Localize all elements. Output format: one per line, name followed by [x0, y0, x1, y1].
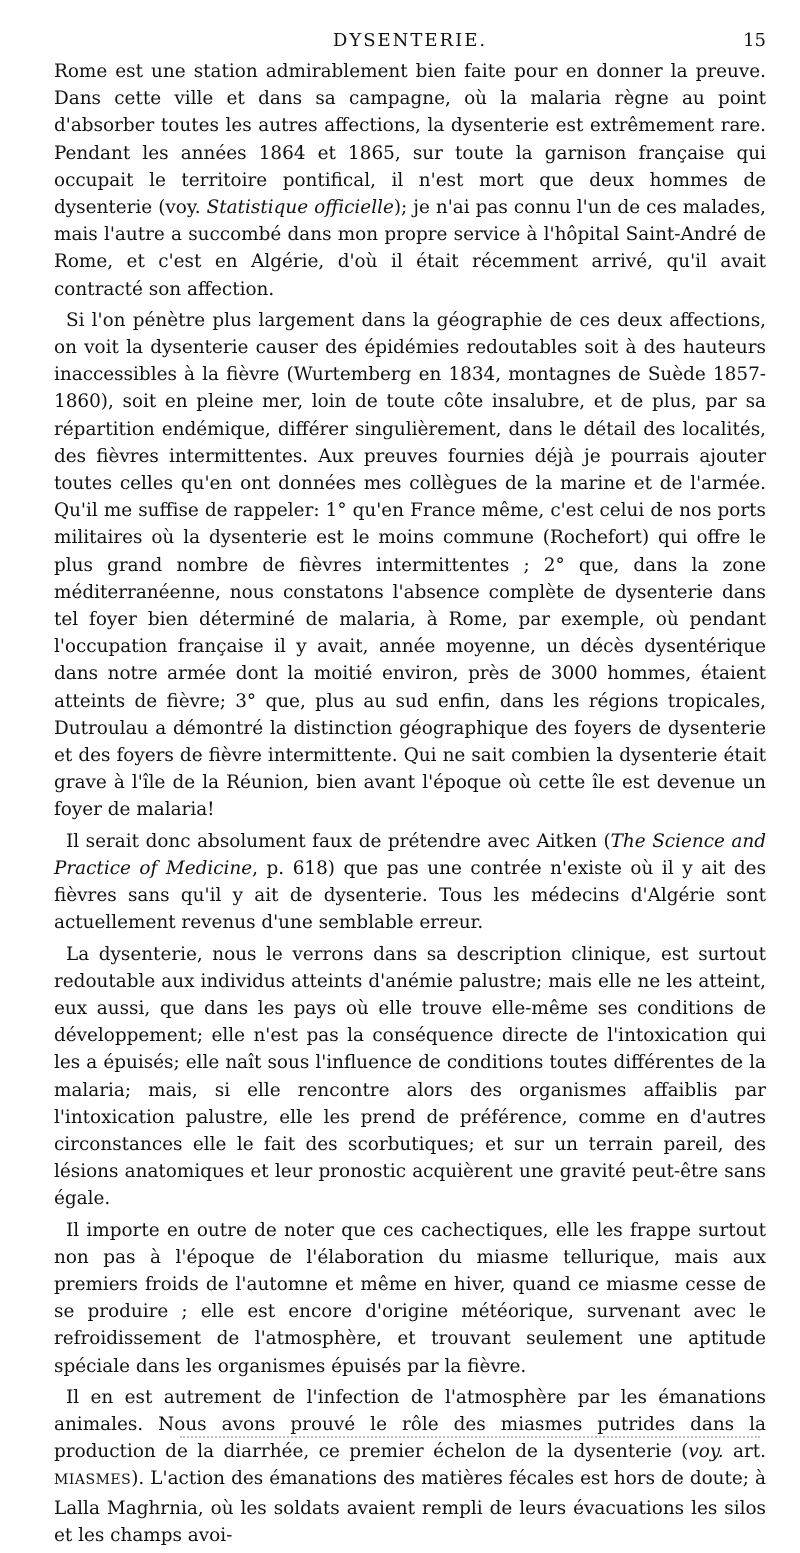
page-number: 15	[743, 30, 766, 51]
paragraph-rome: Rome est une station admirablement bien faite pour en donner la preuve. Dans cette ville et dans sa campagne, où la malaria règne au point d'absorber toutes les autres affections, la dysenterie est extrêmement rare. Pendant les années 1864 et 1865, sur toute la garnison française qui occupait le territoire pontifical, il n'est mort que deux hommes de dysenterie (voy. Statistique officielle); je n'ai pas connu l'un de ces malades, mais l'autre a succombé dans mon propre service à l'hôpital Saint-André de Rome, et c'est en Algérie, d'où il était récemment arrivé, qu'il avait contracté son affection.	[54, 61, 766, 300]
scan-artifact-line	[180, 1436, 760, 1440]
citation-title: Statistique officielle	[206, 197, 394, 219]
paragraph-anemie: La dysenterie, nous le verrons dans sa description clinique, est surtout redoutable aux individus atteints d'anémie palustre; mais elle ne les atteint, eux aussi, que dans les pays où elle trouve elle-même ses conditions de développement; elle n'est pas la conséquence directe de l'intoxication qui les a épuisés; elle naît sous l'influence de conditions toutes différentes de la malaria; mais, si elle rencontre alors des organismes affaiblis par l'intoxication palustre, elle les prend de préférence, comme en d'autres circonstances elle le fait des scorbutiques; et sur un terrain pareil, des lésions anatomiques et leur pronostic acquièrent une gravité peut-être sans égale.	[54, 943, 766, 1210]
paragraph-emanations: Il en est autrement de l'infection de l'atmosphère par les émanations animales. Nous avons prouvé le rôle des miasmes putrides dans la production de la diarrhée, ce premier échelon de la dysenterie (voy. art. MIASMES). L'action des émanations des matières fécales est hors de doute; à Lalla Maghrnia, où les soldats avaient rempli de leurs évacuations les silos et les champs avoi-	[54, 1386, 766, 1546]
citation-title: The Science and Practice of Medicine	[54, 830, 766, 879]
cross-reference-article: MIASMES	[54, 1472, 132, 1489]
paragraph-aitken: Il serait donc absolument faux de prétendre avec Aitken (The Science and Practice of Medicine, p. 618) que pas une contrée n'existe où il y ait des fièvres sans qu'il y ait de dysenterie. Tous les médecins d'Algérie sont actuellement revenus d'une semblable erreur.	[54, 830, 767, 934]
paragraph-geographie: Si l'on pénètre plus largement dans la géographie de ces deux affections, on voit la dysenterie causer des épidémies redoutables soit à des hauteurs inaccessibles à la fièvre (Wurtemberg en 1834, montagnes de Suède 1857-1860), soit en pleine mer, loin de toute côte insalubre, et de plus, par sa répartition endémique, différer singulièrement, dans le détail des localités, des fièvres intermittentes. Aux preuves fournies déjà je pourrais ajouter toutes celles qu'en ont données mes collègues de la marine et de l'armée. Qu'il me suffise de rappeler: 1° qu'en France même, c'est celui de nos ports militaires où la dysenterie est le moins commune (Rochefort) qui offre le plus grand nombre de fièvres intermittentes ; 2° que, dans la zone méditerranéenne, nous constatons l'absence complète de dysenterie dans tel foyer bien déterminé de malaria, à Rome, par exemple, où pendant l'occupation française il y avait, année moyenne, un décès dysentérique dans notre armée dont la moitié environ, près de 3000 hommes, étaient atteints de fièvre; 3° que, plus au sud enfin, dans les régions tropicales, Dutroulau a démontré la distinction géographique des foyers de dysenterie et des foyers de fièvre intermittente. Qui ne sait combien la dysenterie était grave à l'île de la Réunion, bien avant l'époque où cette île est devenue un foyer de malaria!	[54, 309, 766, 821]
book-page	[54, 30, 766, 1553]
running-title: DYSENTERIE.	[332, 30, 488, 51]
running-head	[54, 30, 766, 58]
cross-reference: voy.	[688, 1441, 724, 1463]
paragraph-cachectiques: Il importe en outre de noter que ces cachectiques, elle les frappe surtout non pas à l'époque de l'élaboration du miasme tellurique, mais aux premiers froids de l'automne et même en hiver, quand ce miasme cesse de se produire ; elle est encore d'origine météorique, survenant avec le refroidissement de l'atmosphère, et trouvant seulement une aptitude spéciale dans les organismes épuisés par la fièvre.	[54, 1219, 766, 1377]
